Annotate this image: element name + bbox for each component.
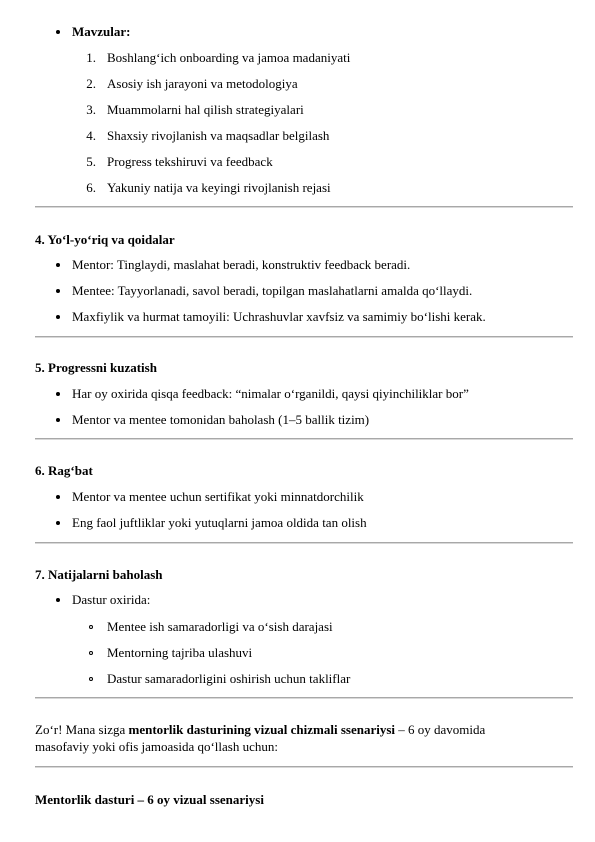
list-number: 1.: [86, 50, 96, 65]
list-number: 3.: [86, 102, 96, 117]
sub-list-item: Mentorning tajriba ulashuvi: [107, 645, 253, 660]
list-item: Mentor va mentee uchun sertifikat yoki minnatdorchilik: [72, 489, 364, 504]
bullet-icon: [56, 495, 60, 499]
list-item: Mentor va mentee tomonidan baholash (1–5 ballik tizim): [72, 412, 370, 427]
bullet-icon: [56, 30, 60, 34]
intro-paragraph-line2: masofaviy yoki ofis jamoasida qo‘llash uchun:: [35, 739, 278, 754]
section-heading: 4. Yo‘l-yo‘riq va qoidalar: [35, 232, 175, 247]
list-item: Mentee: Tayyorlanadi, savol beradi, topilgan maslahatlarni amalda qo‘llaydi.: [72, 283, 473, 298]
list-item: Har oy oxirida qisqa feedback: “nimalar o‘rganildi, qaysi qiyinchiliklar bor”: [72, 386, 469, 401]
list-item: Boshlang‘ich onboarding va jamoa madaniyati: [107, 50, 351, 65]
bullet-icon: [56, 598, 60, 602]
list-item: Progress tekshiruvi va feedback: [107, 154, 273, 169]
final-heading: Mentorlik dasturi – 6 oy vizual ssenariysi: [35, 792, 264, 807]
list-item: Muammolarni hal qilish strategiyalari: [107, 102, 304, 117]
section-heading: 7. Natijalarni baholash: [35, 567, 163, 582]
list-item: Dastur oxirida:: [72, 592, 151, 607]
section-heading: 6. Rag‘bat: [35, 463, 93, 478]
sub-list-item: Dastur samaradorligini oshirish uchun takliflar: [107, 671, 351, 686]
circle-bullet-icon: [89, 625, 93, 629]
list-item: Eng faol juftliklar yoki yutuqlarni jamoa oldida tan olish: [72, 515, 367, 530]
list-item: Maxfiylik va hurmat tamoyili: Uchrashuvlar xavfsiz va samimiy bo‘lishi kerak.: [72, 309, 486, 324]
bullet-icon: [56, 418, 60, 422]
divider: [35, 766, 573, 768]
list-item: Mentor: Tinglaydi, maslahat beradi, konstruktiv feedback beradi.: [72, 257, 411, 272]
list-number: 4.: [86, 128, 96, 143]
list-item: Asosiy ish jarayoni va metodologiya: [107, 76, 298, 91]
topics-heading: Mavzular:: [72, 24, 131, 39]
divider: [35, 697, 573, 699]
bullet-icon: [56, 263, 60, 267]
list-item: Yakuniy natija va keyingi rivojlanish rejasi: [107, 180, 331, 195]
bullet-icon: [56, 315, 60, 319]
divider: [35, 206, 573, 208]
list-number: 2.: [86, 76, 96, 91]
divider: [35, 438, 573, 440]
intro-paragraph: Zo‘r! Mana sizga mentorlik dasturining vizual chizmali ssenariysi – 6 oy davomida: [35, 722, 486, 737]
circle-bullet-icon: [89, 651, 93, 655]
bullet-icon: [56, 521, 60, 525]
bullet-icon: [56, 289, 60, 293]
list-number: 5.: [86, 154, 96, 169]
sub-list-item: Mentee ish samaradorligi va o‘sish darajasi: [107, 619, 333, 634]
list-item: Shaxsiy rivojlanish va maqsadlar belgilash: [107, 128, 330, 143]
section-heading: 5. Progressni kuzatish: [35, 360, 157, 375]
list-number: 6.: [86, 180, 96, 195]
circle-bullet-icon: [89, 677, 93, 681]
bullet-icon: [56, 392, 60, 396]
divider: [35, 336, 573, 338]
divider: [35, 542, 573, 544]
